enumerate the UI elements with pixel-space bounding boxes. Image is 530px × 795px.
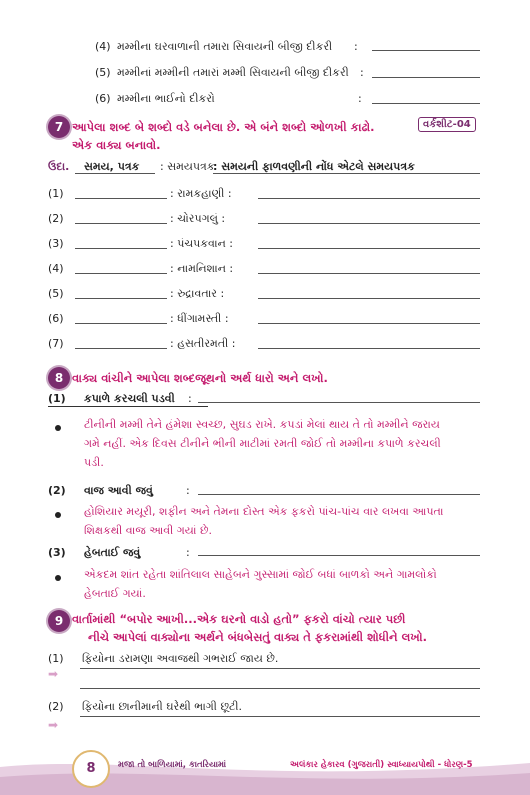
example-label: ઉદા. <box>48 160 70 173</box>
item-text: મમ્મીના ભાઈનો દીકરો <box>117 92 215 105</box>
question-number-badge: 9 <box>48 610 70 632</box>
divider <box>48 406 208 407</box>
phrase: કપાળે કરચલી પડવી <box>84 392 175 405</box>
answer-line[interactable] <box>75 198 167 199</box>
answer-line[interactable] <box>198 494 480 495</box>
item-number: (3) <box>48 237 64 250</box>
example-compound: : સમયપત્રક <box>160 160 215 173</box>
compound-word: : રામકહાણી : <box>170 187 232 200</box>
item-number: (3) <box>48 546 66 559</box>
answer-line[interactable] <box>75 298 167 299</box>
paragraph-line: એકદમ શાંત રહેતા શાંતિલાલ સાહેબને ગુસ્સામાં જોઈ બધાં બાળકો અને ગામલોકો <box>84 568 437 581</box>
item-number: (4) <box>48 262 64 275</box>
bullet-icon <box>55 512 61 518</box>
item-text: મમ્મીના ઘરવાળાની તમારા સિવાયની બીજી દીકરી <box>117 40 333 53</box>
item-number: (1) <box>48 652 64 665</box>
item-number: (1) <box>48 187 64 200</box>
paragraph-line: પડી. <box>84 456 104 469</box>
compound-word: : ચોરપગલું : <box>170 212 226 225</box>
example-sentence: : સમયની ફાળવણીની નોંધ એટલે સમયપત્રક <box>213 160 415 173</box>
item-number: (2) <box>48 212 64 225</box>
question-title-line2: નીચે આપેલાં વાક્યોના અર્થને બંધબેસતું વાક્ય તે ફકરામાંથી શોધીને લખો. <box>88 630 427 644</box>
item-text: ફિયોના ડરામણા અવાજથી ગભરાઈ જાય છે. <box>82 652 279 665</box>
paragraph-line: હોશિયાર મયૂરી, શફીન અને તેમના દોસ્ત એક ફકરો પાંચ-પાંચ વાર લખવા આપતા <box>84 505 444 518</box>
answer-line[interactable] <box>372 77 480 78</box>
answer-line[interactable] <box>75 248 167 249</box>
page-number: 8 <box>72 750 110 788</box>
item-number: (6) <box>48 312 64 325</box>
item-number: (4) <box>95 40 111 53</box>
example-words: સમય, પત્રક <box>84 160 140 173</box>
answer-line[interactable] <box>258 248 480 249</box>
worksheet-badge: વર્કશીટ-04 <box>418 117 476 132</box>
item-number: (5) <box>48 287 64 300</box>
footer <box>0 755 530 795</box>
answer-line[interactable] <box>258 223 480 224</box>
answer-line[interactable] <box>372 50 480 51</box>
answer-line[interactable] <box>258 198 480 199</box>
compound-word: : નામનિશાન : <box>170 262 234 275</box>
footer-left-text: મજા તો બાળિયામાં, કાતરિયામાં <box>118 760 227 770</box>
item-number: (5) <box>95 66 111 79</box>
colon: : <box>358 92 362 105</box>
answer-line[interactable] <box>258 348 480 349</box>
item-text: ફિયોના છાનીમાની ઘરેથી ભાગી છૂટી. <box>82 700 242 713</box>
question-title: વાર્તામાંથી “બપોર આખી...એક ઘરનો વાડો હતો” ફકરો વાંચો ત્યાર પછી <box>72 612 406 626</box>
answer-line[interactable] <box>75 348 167 349</box>
item-number: (2) <box>48 700 64 713</box>
answer-line[interactable] <box>258 323 480 324</box>
answer-line[interactable] <box>80 668 480 669</box>
answer-line[interactable] <box>258 273 480 274</box>
colon: : <box>188 392 192 405</box>
question-number-badge: 7 <box>48 116 70 138</box>
compound-word: : રુદ્રાવતાર : <box>170 287 225 300</box>
question-title: આપેલા શબ્દ બે શબ્દો વડે બનેલા છે. એ બંને શબ્દો ઓળખી કાઢો. <box>72 120 375 134</box>
answer-line <box>213 173 480 174</box>
item-number: (1) <box>48 392 66 405</box>
item-number: (7) <box>48 337 64 350</box>
colon: : <box>354 40 358 53</box>
right-arrow-icon: ➡ <box>48 718 59 732</box>
paragraph-line: ગમે નહીં. એક દિવસ ટીનીને ભીની માટીમાં રમતી જોઈ તો મમ્મીના કપાળે કરચલી <box>84 437 441 450</box>
answer-line[interactable] <box>75 273 167 274</box>
colon: : <box>360 66 364 79</box>
phrase: વાજ આવી જવું <box>84 484 153 497</box>
answer-line[interactable] <box>75 323 167 324</box>
phrase: હેબતાઈ જવું <box>84 546 141 559</box>
paragraph-line: હેબતાઈ ગયાં. <box>84 587 146 600</box>
answer-line[interactable] <box>372 103 480 104</box>
answer-line[interactable] <box>80 716 480 717</box>
item-number: (2) <box>48 484 66 497</box>
compound-word: : ધીંગામસ્તી : <box>170 312 229 325</box>
colon: : <box>186 546 190 559</box>
question-number-badge: 8 <box>48 367 70 389</box>
answer-line[interactable] <box>198 555 480 556</box>
item-text: મમ્મીનાં મમ્મીની તમારાં મમ્મી સિવાયની બીજી દીકરી <box>117 66 349 79</box>
answer-line[interactable] <box>258 298 480 299</box>
colon: : <box>186 484 190 497</box>
answer-line[interactable] <box>80 688 480 689</box>
paragraph-line: ટીનીની મમ્મી તેને હંમેશા સ્વચ્છ, સુઘડ રાખે. કપડાં મેલાં થાય તે તો મમ્મીને જરાય <box>84 418 440 431</box>
question-title: વાક્ય વાંચીને આપેલા શબ્દજૂથનો અર્થ ધારો અને લખો. <box>72 371 328 385</box>
right-arrow-icon: ➡ <box>48 667 59 681</box>
bullet-icon <box>55 425 61 431</box>
compound-word: : પંચપકવાન : <box>170 237 233 250</box>
item-number: (6) <box>95 92 111 105</box>
footer-right-text: અલંકાર હેકારવ (ગુજરાતી) સ્વાધ્યાયપોથી - ધોરણ-5 <box>290 760 473 770</box>
compound-word: : હસતીરમતી : <box>170 337 236 350</box>
answer-line[interactable] <box>198 402 480 403</box>
question-title-line2: એક વાક્ય બનાવો. <box>72 138 161 152</box>
answer-line <box>75 173 155 174</box>
bullet-icon <box>55 575 61 581</box>
paragraph-line: શિક્ષકથી વાજ આવી ગયાં છે. <box>84 524 212 537</box>
answer-line[interactable] <box>75 223 167 224</box>
